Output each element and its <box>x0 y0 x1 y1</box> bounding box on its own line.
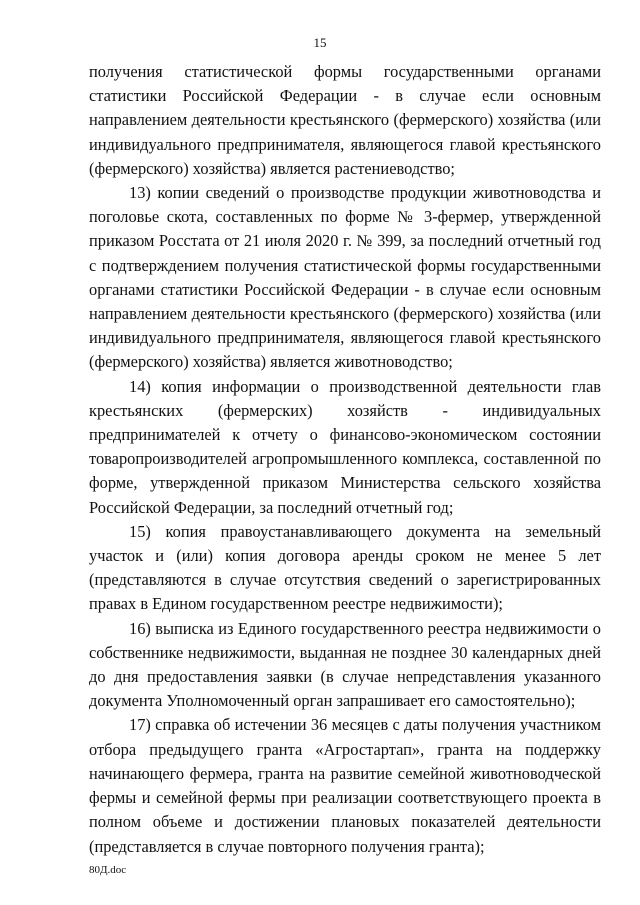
document-body <box>89 60 601 859</box>
footer-filename: 80Д.doc <box>89 864 127 876</box>
page-number: 15 <box>313 35 327 50</box>
paragraph-item-13: 13) копии сведений о производстве продукции животноводства и поголовье скота, составленных по форме № 3-фермер, утвержденной приказом Росстата от 21 июля 2020 г. № 399, за последний отчетный год с подтверждением получения статистической формы государственными органами статистики Российской Федерации - в случае если основным направлением деятельности крестьянского (фермерского) хозяйства (или индивидуального предпринимателя, являющегося главой крестьянского (фермерского) хозяйства) является животноводство; <box>89 183 601 372</box>
paragraph-item-17: 17) справка об истечении 36 месяцев с даты получения участником отбора предыдущего гранта «Агростартап», гранта на поддержку начинающего фермера, гранта на развитие семейной животноводческой фермы и семейной фермы при реализации соответствующего проекта в полном объеме и достижении плановых показателей деятельности (представляется в случае повторного получения гранта); <box>89 715 601 856</box>
paragraph-continuation: получения статистической формы государственными органами статистики Российской Федерации - в случае если основным направлением деятельности крестьянского (фермерского) хозяйства (или индивидуального предпринимателя, являющегося главой крестьянского (фермерского) хозяйства) является растениеводство; <box>89 62 601 178</box>
paragraph-item-15: 15) копия правоустанавливающего документа на земельный участок и (или) копия договора аренды сроком не менее 5 лет (представляются в случае отсутствия сведений о зарегистрированных правах в Едином государственном реестре недвижимости); <box>89 521 601 614</box>
paragraph-item-16: 16) выписка из Единого государственного реестра недвижимости о собственнике недвижимости, выданная не позднее 30 календарных дней до дня предоставления заявки (в случае непредставления указанного документа Уполномоченный орган запрашивает его самостоятельно); <box>89 618 601 711</box>
paragraph-item-14: 14) копия информации о производственной деятельности глав крестьянских (фермерских) хозяйств - индивидуальных предпринимателей к отчету о финансово-экономическом состоянии товаропроизводителей агропромышленного комплекса, составленной по форме, утвержденной приказом Министерства сельского хозяйства Российской Федерации, за последний отчетный год; <box>89 376 601 517</box>
